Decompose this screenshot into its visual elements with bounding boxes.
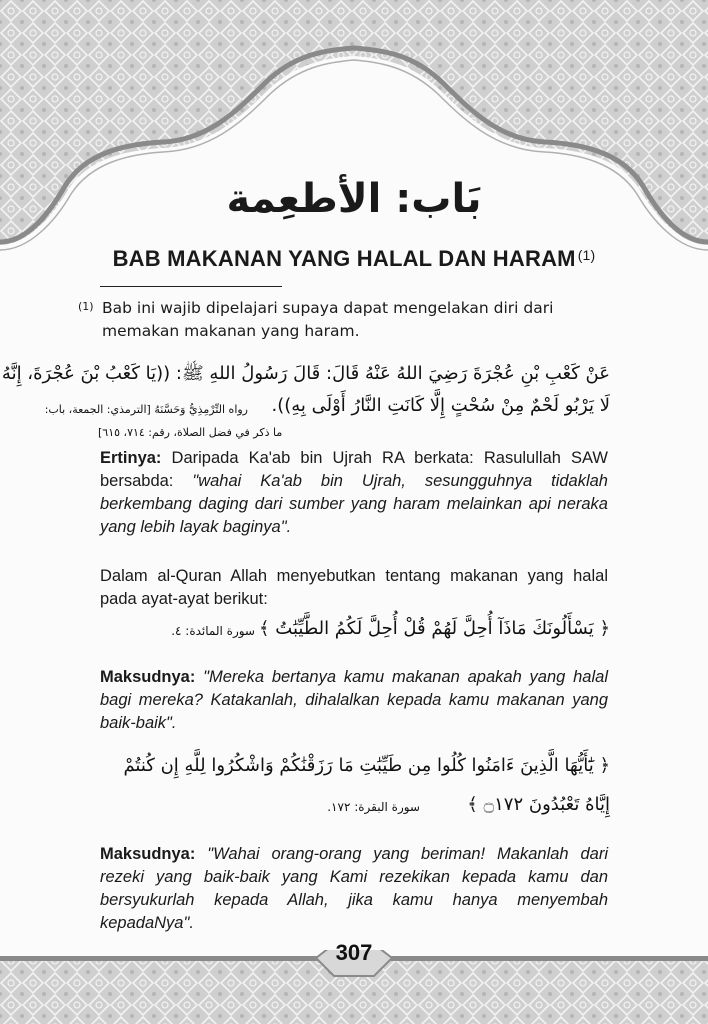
verse-2-arabic-line-1: ﴿ يَٰٓأَيُّهَا الَّذِينَ ءَامَنُوا كُلُوا مِن طَيِّبَٰتِ مَا رَزَقْنَٰكُمْ وَاشْكُرُوا لِلَّهِ إِن كُنتُمْ bbox=[123, 755, 610, 776]
hadith-source-line-2: ما ذكر في فضل الصلاة، رقم: ٧١٤، ٦١٥] bbox=[98, 426, 283, 439]
maksudnya-1-paragraph bbox=[100, 666, 608, 735]
maksudnya-2-label: Maksudnya: bbox=[100, 845, 196, 863]
intro-paragraph: Dalam al-Quran Allah menyebutkan tentang makanan yang halal pada ayat-ayat berikut: bbox=[100, 567, 608, 608]
ertinya-label: Ertinya: bbox=[100, 449, 162, 467]
hadith-source-line-1: رواه التِّرْمِذِيُّ وَحَسَّنَهُ [الترمذي: الجمعة، باب: bbox=[44, 403, 248, 416]
verse-2-source: سورة البقرة: ١٧٢. bbox=[327, 800, 420, 814]
maksudnya-2-paragraph bbox=[100, 843, 608, 935]
ertinya-text: Daripada Ka'ab bin Ujrah RA berkata: Rasulullah SAW bersabda: bbox=[100, 449, 608, 490]
chapter-title bbox=[0, 246, 708, 272]
hadith-arabic-line-2: لَا يَرْبُو لَحْمٌ مِنْ سُحْتٍ إِلَّا كَانَتِ النَّارُ أَوْلَى بِهِ)). bbox=[271, 395, 610, 416]
ertinya-quote: "wahai Ka'ab bin Ujrah, sesungguhnya tidaklah berkembang daging dari sumber yang haram melainkan api neraka yang lebih layak baginya". bbox=[100, 472, 608, 536]
verse-2-arabic-line-2: إِيَّاهُ تَعْبُدُونَ ۝١٧٢ ﴾ bbox=[467, 794, 610, 815]
chapter-title-arabic: بَاب: الأطعِمة bbox=[226, 176, 482, 222]
footnote-reference: (1) bbox=[577, 247, 596, 263]
verse-1-source: سورة المائدة: ٤. bbox=[171, 624, 255, 638]
footnote-text: Bab ini wajib dipelajari supaya dapat mengelakan diri dari memakan makanan yang haram. bbox=[102, 299, 554, 340]
maksudnya-1-label: Maksudnya: bbox=[100, 668, 196, 686]
ertinya-paragraph bbox=[100, 447, 608, 539]
maksudnya-1-text: "Mereka bertanya kamu makanan apakah yang halal bagi mereka? Katakanlah, dihalalkan kepada kamu makanan yang baik-baik". bbox=[100, 668, 608, 732]
hadith-arabic-line-1: عَنْ كَعْبِ بْنِ عُجْرَةَ رَضِيَ اللهُ عَنْهُ قَالَ: قَالَ رَسُولُ اللهِ ﷺ: ((يَا كَعْبُ بْنَ عُجْرَةَ، إِنَّهُ bbox=[1, 363, 610, 384]
chapter-title-text: BAB MAKANAN YANG HALAL DAN HARAM bbox=[112, 246, 576, 271]
footnote-divider bbox=[100, 286, 282, 287]
footnote bbox=[78, 297, 618, 343]
maksudnya-2-text: "Wahai orang-orang yang beriman! Makanlah dari rezeki yang baik-baik yang Kami rezekikan kepada kamu dan bersyukurlah kepada Allah, jika kamu hanya menyembah kepadaNya". bbox=[100, 845, 608, 932]
verse-1-arabic: ﴿ يَسْأَلُونَكَ مَاذَآ أُحِلَّ لَهُمْ قُلْ أُحِلَّ لَكُمُ الطَّيِّبَٰتُ ﴾ bbox=[259, 618, 610, 639]
page-number: 307 bbox=[335, 940, 373, 965]
footnote-mark: (1) bbox=[78, 300, 94, 313]
